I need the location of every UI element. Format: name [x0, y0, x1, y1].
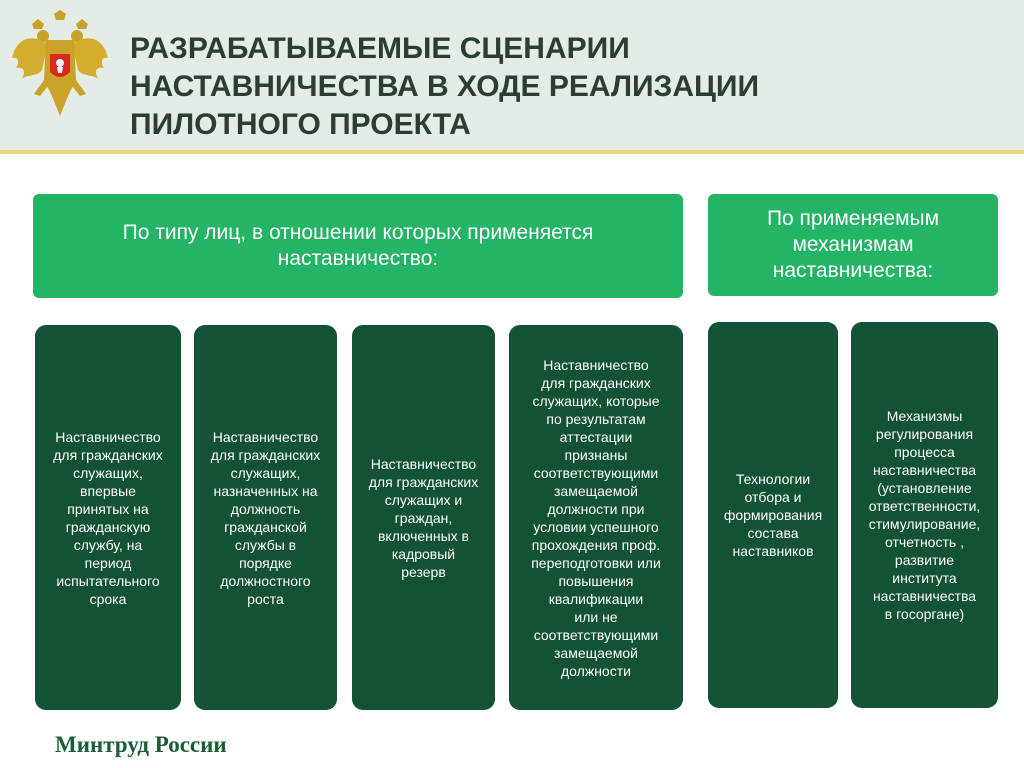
card-line: роста — [247, 590, 284, 607]
card-line: должности — [561, 662, 631, 679]
card-line: порядке — [239, 554, 292, 571]
coat-of-arms-icon — [10, 10, 110, 118]
card-line: назначенных на — [213, 482, 318, 499]
card-line: отчетность , — [885, 534, 964, 550]
card-line: для гражданских — [210, 446, 321, 463]
card-line: служащих, которые — [532, 392, 660, 409]
card-line: замещаемой — [554, 482, 638, 499]
card-line: наставников — [732, 543, 814, 559]
card-line: период — [84, 554, 132, 571]
mechanism-card-regulation — [851, 322, 998, 708]
card-line: Наставничество — [212, 428, 319, 445]
card-line: должностного — [220, 572, 311, 589]
card-line: замещаемой — [554, 644, 638, 661]
card-line: формирования — [723, 507, 823, 523]
card-line: соответствующими — [533, 464, 659, 481]
category-line: наставничества: — [772, 259, 934, 282]
title-line-2: НАСТАВНИЧЕСТВА В ХОДЕ РЕАЛИЗАЦИИ — [130, 70, 760, 103]
card-line: для гражданских — [53, 446, 163, 463]
card-line: наставничества — [872, 588, 977, 604]
card-line: отбора и — [744, 489, 802, 505]
category-by-mechanisms — [708, 194, 998, 296]
category-by-person-type — [33, 194, 683, 298]
card-line: по результатам — [546, 410, 646, 427]
scenario-card-attestation — [509, 325, 683, 710]
card-line: включенных в — [377, 527, 469, 544]
card-line: для гражданских — [368, 473, 479, 490]
card-line: принятых на — [67, 500, 149, 517]
card-line: резерв — [401, 563, 446, 580]
card-line: впервые — [80, 482, 136, 499]
scenario-card-new-employees — [35, 325, 181, 710]
card-line: должности при — [547, 500, 645, 517]
card-line: Наставничество — [543, 356, 649, 373]
card-line: испытательного — [56, 572, 160, 589]
header-accent-line — [0, 150, 1024, 154]
category-line: По типу лиц, в отношении которых применяется — [122, 221, 594, 244]
card-line: или не — [574, 608, 618, 625]
card-line: ответственности, — [868, 498, 981, 514]
card-line: института — [892, 570, 957, 586]
card-line: служащих и — [384, 491, 463, 508]
scenario-card-talent-reserve — [352, 325, 495, 710]
category-line: По применяемым — [766, 207, 940, 230]
card-line: аттестации — [559, 428, 633, 445]
footer-organization: Минтруд России — [55, 732, 227, 757]
card-line: служащих, — [73, 464, 143, 481]
card-line: граждан, — [394, 509, 453, 526]
card-line: наставничества — [872, 462, 977, 478]
card-line: переподготовки или — [531, 554, 661, 571]
page-title — [130, 30, 1000, 144]
card-line: службы в — [234, 536, 297, 553]
card-line: прохождения проф. — [531, 536, 661, 553]
card-line: условии успешного — [533, 518, 659, 535]
card-line: в госоргане) — [884, 606, 965, 622]
card-line: срока — [89, 590, 127, 607]
category-line: механизмам — [792, 233, 914, 256]
card-line: процесса — [894, 444, 955, 460]
card-line: кадровый — [391, 545, 456, 562]
card-line: квалификации — [548, 590, 644, 607]
mechanism-card-selection — [708, 322, 838, 708]
card-line: гражданской — [224, 518, 307, 535]
card-line: гражданскую — [65, 518, 151, 535]
category-line: наставничество: — [277, 247, 439, 270]
card-line: состава — [747, 525, 799, 541]
card-line: службу, на — [73, 536, 143, 553]
card-line: соответствующими — [533, 626, 659, 643]
card-line: для гражданских — [541, 374, 651, 391]
card-line: Наставничество — [370, 455, 477, 472]
title-line-1: РАЗРАБАТЫВАЕМЫЕ СЦЕНАРИИ — [130, 32, 630, 65]
card-line: (установление — [877, 480, 972, 496]
card-line: служащих, — [230, 464, 301, 481]
card-line: повышения — [558, 572, 634, 589]
card-line: развитие — [894, 552, 955, 568]
card-line: должность — [230, 500, 301, 517]
scenario-card-promoted — [194, 325, 337, 710]
card-line: Технологии — [735, 471, 811, 487]
card-line: Механизмы — [886, 408, 963, 424]
card-line: стимулирование, — [868, 516, 981, 532]
card-line: признаны — [564, 446, 628, 463]
card-line: Наставничество — [55, 428, 161, 445]
title-line-3: ПИЛОТНОГО ПРОЕКТА — [130, 108, 471, 141]
card-line: регулирования — [875, 426, 974, 442]
